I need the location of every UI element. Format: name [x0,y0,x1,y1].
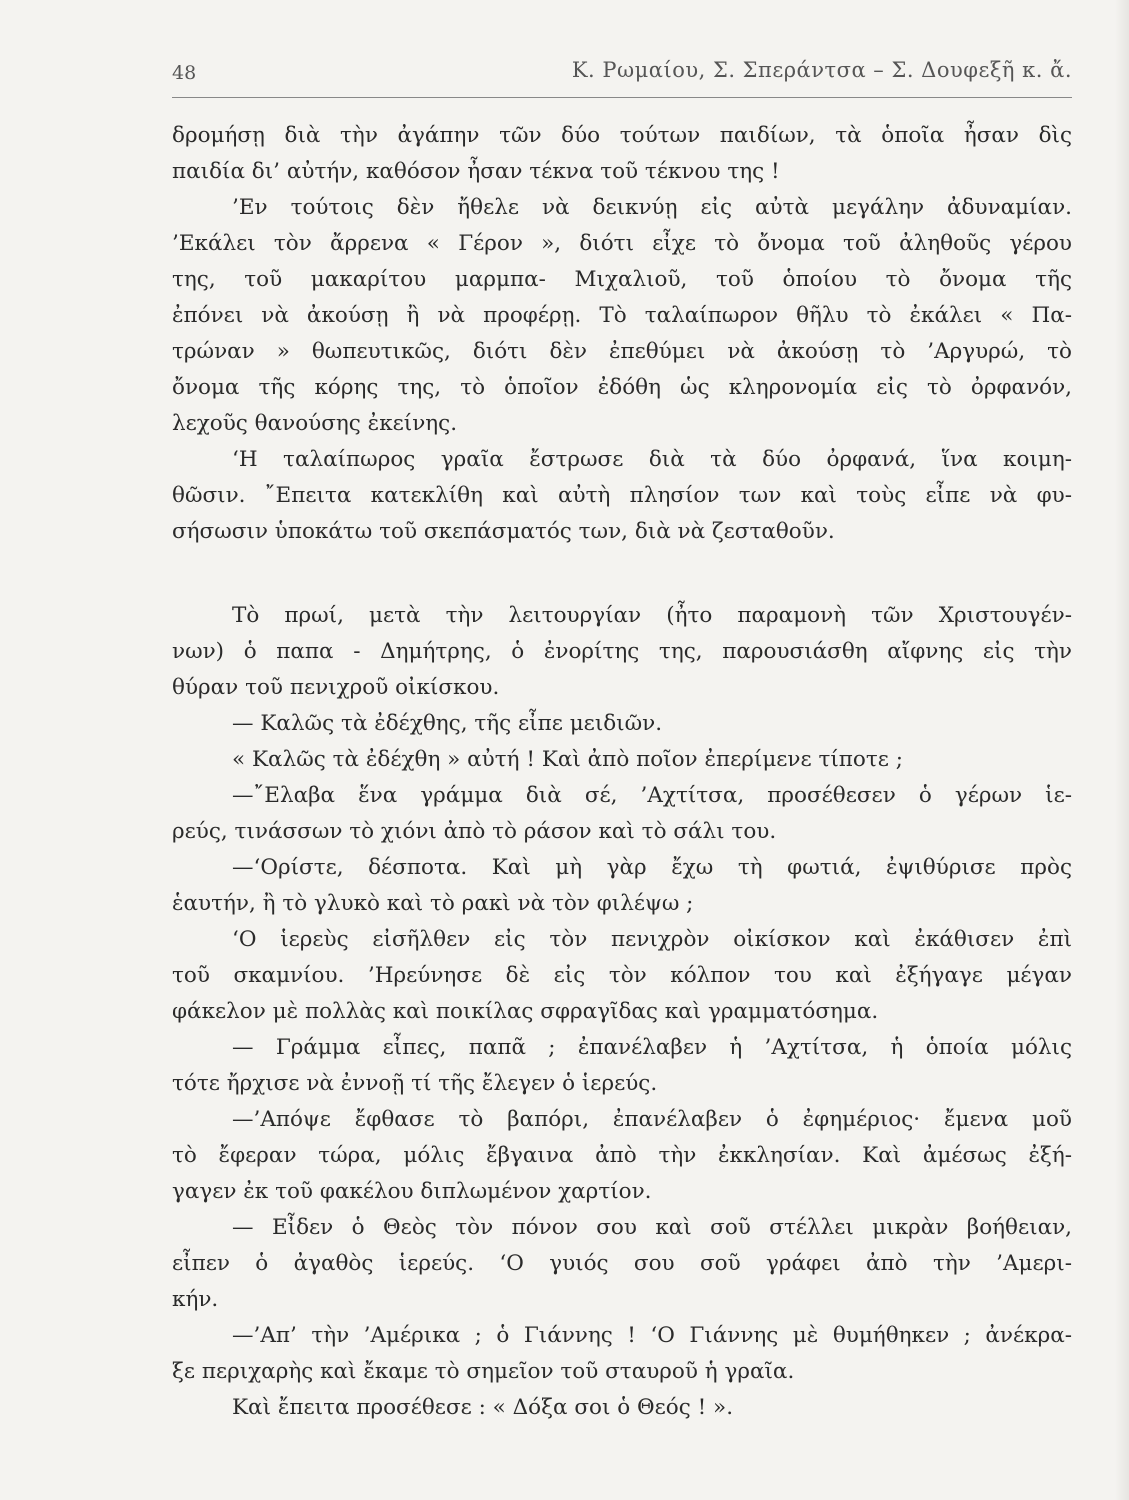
text-line: — Καλῶς τὰ ἐδέχθης, τῆς εἶπε μειδιῶν. [232,711,663,736]
text-line: ’Εκάλει τὸν ἄρρενα « Γέρον », διότι εἶχε τὸ ὄνομα τοῦ ἀληθοῦς γέρου [172,231,1072,256]
text-line: ὄνομα τῆς κόρης της, τὸ ὁποῖον ἐδόθη ὡς κληρονομία εἰς τὸ ὀρφανόν, [172,375,1072,400]
page-number: 48 [172,62,197,84]
text-line: — Γράμμα εἶπες, παπᾶ ; ἐπανέλαβεν ἡ ’Αχτίτσα, ἡ ὁποία μόλις [232,1035,1072,1060]
text-line: ‘Η ταλαίπωρος γραῖα ἔστρωσε διὰ τὰ δύο ὀρφανά, ἵνα κοιμη- [232,447,1072,472]
text-line: θύραν τοῦ πενιχροῦ οἰκίσκου. [172,675,500,700]
text-line: ρεύς, τινάσσων τὸ χιόνι ἀπὸ τὸ ράσον καὶ τὸ σάλι του. [172,819,777,844]
text-line: φάκελον μὲ πολλὰς καὶ ποικίλας σφραγῖδας καὶ γραμματόσημα. [172,999,879,1024]
text-line: νων) ὁ παπα - Δημήτρης, ὁ ἐνορίτης της, παρουσιάσθη αἴφνης εἰς τὴν [172,639,1072,664]
text-line: « Καλῶς τὰ ἐδέχθη » αὐτή ! Καὶ ἀπὸ ποῖον ἐπερίμενε τίποτε ; [232,747,903,772]
text-line: τρώναν » θωπευτικῶς, διότι δὲν ἐπεθύμει νὰ ἀκούσῃ τὸ ’Αργυρώ, τὸ [172,339,1072,364]
text-line: της, τοῦ μακαρίτου μαρμπα- Μιχαλιοῦ, τοῦ ὁποίου τὸ ὄνομα τῆς [172,267,1072,292]
text-line: ἐπόνει νὰ ἀκούσῃ ἢ νὰ προφέρῃ. Τὸ ταλαίπωρον θῆλυ τὸ ἐκάλει « Πα- [172,303,1072,328]
text-line: ἑαυτήν, ἢ τὸ γλυκὸ καὶ τὸ ρακὶ νὰ τὸν φιλέψω ; [172,891,694,916]
text-line: παιδία δι’ αὐτήν, καθόσον ἦσαν τέκνα τοῦ τέκνου της ! [172,159,780,184]
text-line: ’Εν τούτοις δὲν ἤθελε νὰ δεικνύῃ εἰς αὐτὰ μεγάλην ἀδυναμίαν. [232,195,1072,220]
text-line: κήν. [172,1287,219,1312]
text-line: — Εἶδεν ὁ Θεὸς τὸν πόνον σου καὶ σοῦ στέλλει μικρὰν βοήθειαν, [232,1215,1072,1240]
text-line: —῎Ελαβα ἕνα γράμμα διὰ σέ, ’Αχτίτσα, προσέθεσεν ὁ γέρων ἱε- [232,783,1072,808]
text-line: Τὸ πρωί, μετὰ τὴν λειτουργίαν (ἦτο παραμονὴ τῶν Χριστουγέν- [232,603,1072,628]
text-line: λεχοῦς θανούσης ἐκείνης. [172,411,458,436]
text-line: ‘Ο ἱερεὺς εἰσῆλθεν εἰς τὸν πενιχρὸν οἰκίσκον καὶ ἐκάθισεν ἐπὶ [232,927,1072,952]
header-rule [172,97,1072,98]
text-line: τοῦ σκαμνίου. ’Ηρεύνησε δὲ εἰς τὸν κόλπον του καὶ ἐξήγαγε μέγαν [172,963,1072,988]
text-line: τότε ἤρχισε νὰ ἐννοῇ τί τῆς ἔλεγεν ὁ ἱερεύς. [172,1071,658,1096]
text-line: Καὶ ἔπειτα προσέθεσε : « Δόξα σοι ὁ Θεός ! ». [232,1395,734,1420]
text-line: εἶπεν ὁ ἀγαθὸς ἱερεύς. ‘Ο γυιός σου σοῦ γράφει ἀπὸ τὴν ’Αμερι- [172,1251,1072,1276]
page-edge-shadow [1115,0,1129,1500]
text-line: δρομήσῃ διὰ τὴν ἀγάπην τῶν δύο τούτων παιδίων, τὰ ὁποῖα ἦσαν δὶς [172,123,1072,148]
text-line: ξε περιχαρὴς καὶ ἔκαμε τὸ σημεῖον τοῦ σταυροῦ ἡ γραῖα. [172,1359,795,1384]
body-text [172,118,1072,1426]
text-line: σήσωσιν ὑποκάτω τοῦ σκεπάσματός των, διὰ νὰ ζεσταθοῦν. [172,519,835,544]
text-line: θῶσιν. ῎Επειτα κατεκλίθη καὶ αὐτὴ πλησίον των καὶ τοὺς εἶπε νὰ φυ- [172,483,1072,508]
running-head: Κ. Ρωμαίου, Σ. Σπεράντσα – Σ. Δουφεξῆ κ. ἄ. [571,58,1072,82]
text-line: —‘Ορίστε, δέσποτα. Καὶ μὴ γὰρ ἔχω τὴ φωτιά, ἐψιθύρισε πρὸς [232,855,1072,880]
paragraph-gap [172,550,1072,586]
text-line: —’Απόψε ἔφθασε τὸ βαπόρι, ἐπανέλαβεν ὁ ἐφημέριος· ἔμενα μοῦ [232,1107,1072,1132]
text-line: —’Απ’ τὴν ’Αμέρικα ; ὁ Γιάννης ! ‘Ο Γιάννης μὲ θυμήθηκεν ; ἀνέκρα- [232,1323,1072,1348]
text-line: γαγεν ἐκ τοῦ φακέλου διπλωμένον χαρτίον. [172,1179,652,1204]
text-line: τὸ ἔφεραν τώρα, μόλις ἔβγαινα ἀπὸ τὴν ἐκκλησίαν. Καὶ ἀμέσως ἐξή- [172,1143,1072,1168]
page-header [172,58,1072,92]
